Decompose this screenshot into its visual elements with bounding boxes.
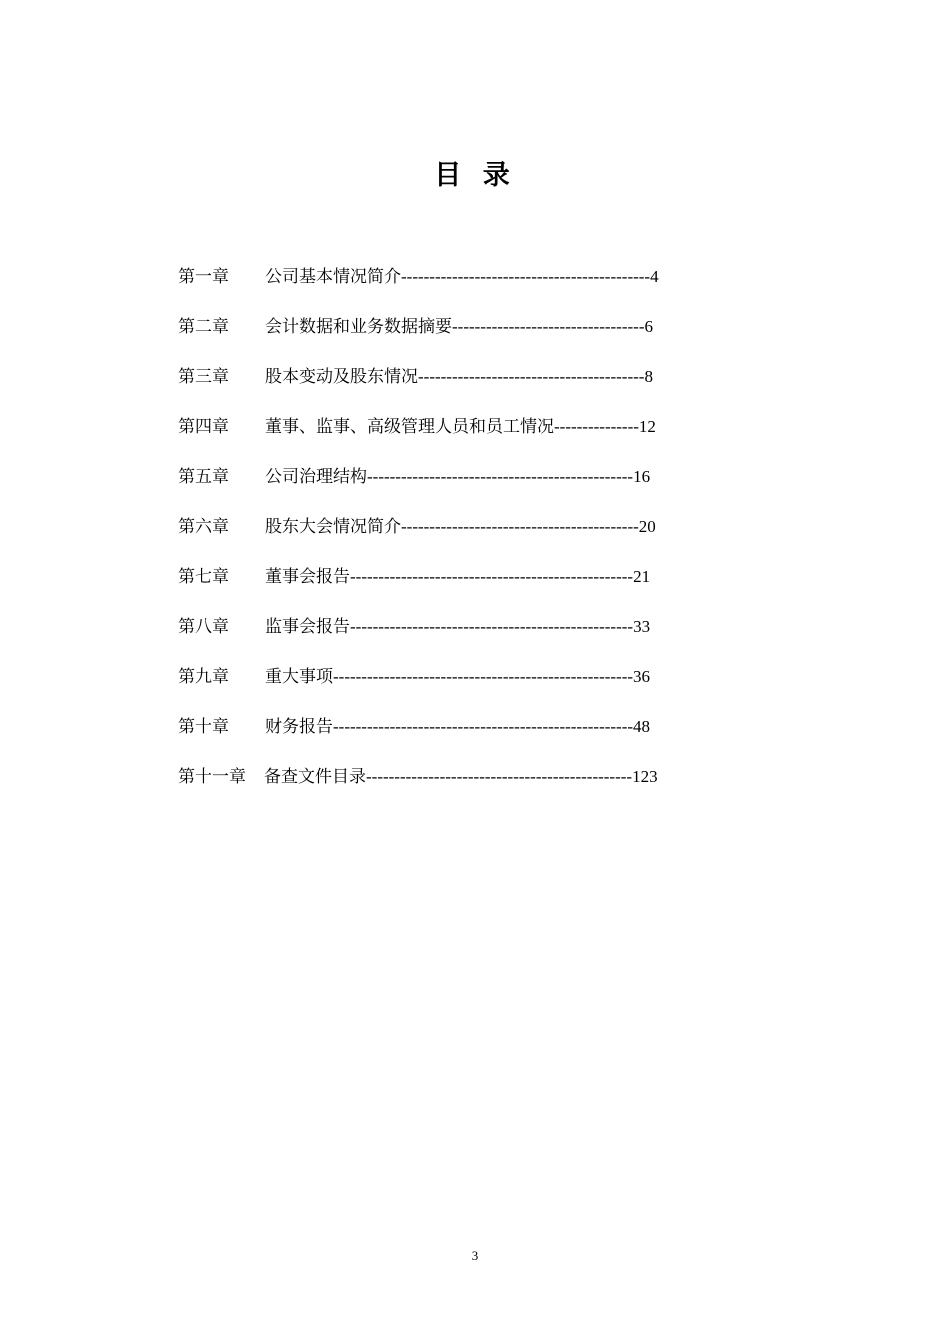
chapter-title: 会计数据和业务数据摘要 (265, 317, 452, 337)
chapter-page: 6 (644, 317, 653, 336)
chapter-page: 8 (644, 367, 653, 386)
dot-leader: ----------------------------------------------------- (333, 667, 634, 686)
dot-leader: ----------------------------------------------- (366, 767, 633, 786)
chapter-page: 33 (633, 617, 651, 636)
toc-entry[interactable] (178, 312, 738, 362)
dot-leader: -------------------------------------------- (401, 267, 651, 286)
dot-leader: -------------------------------------------------- (350, 567, 634, 586)
chapter-title: 股东大会情况简介 (265, 517, 401, 537)
toc-entry[interactable] (178, 262, 738, 312)
dot-leader: -------------------------------------------------- (350, 617, 634, 636)
page-number: 3 (471, 1248, 479, 1263)
chapter-title: 备查文件目录 (264, 767, 366, 787)
toc-entry[interactable] (178, 412, 738, 462)
toc-entry[interactable] (178, 612, 738, 662)
dot-leader: --------------- (554, 417, 639, 436)
toc-entry[interactable] (178, 762, 738, 812)
chapter-title: 股本变动及股东情况 (265, 367, 418, 387)
dot-leader: ---------------------------------------- (418, 367, 645, 386)
toc-entry[interactable] (178, 462, 738, 512)
page-title: 目 录 (434, 160, 516, 191)
chapter-title: 公司基本情况简介 (265, 267, 401, 287)
chapter-number: 第五章 (178, 467, 229, 487)
dot-leader: ----------------------------------------------------- (333, 717, 634, 736)
toc-entry[interactable] (178, 662, 738, 712)
chapter-page: 48 (633, 717, 651, 736)
dot-leader: ---------------------------------- (452, 317, 645, 336)
chapter-number: 第十一章 (178, 767, 246, 787)
chapter-number: 第七章 (178, 567, 229, 587)
table-of-contents (178, 262, 738, 812)
chapter-title: 财务报告 (265, 717, 333, 737)
dot-leader: ----------------------------------------------- (367, 467, 634, 486)
chapter-number: 第四章 (178, 417, 229, 437)
chapter-number: 第一章 (178, 267, 229, 287)
chapter-number: 第八章 (178, 617, 229, 637)
chapter-title: 董事、监事、高级管理人员和员工情况 (265, 417, 554, 437)
chapter-page: 4 (650, 267, 659, 286)
toc-entry[interactable] (178, 362, 738, 412)
chapter-number: 第十章 (178, 717, 229, 737)
toc-entry[interactable] (178, 512, 738, 562)
chapter-page: 16 (633, 467, 651, 486)
chapter-number: 第九章 (178, 667, 229, 687)
toc-entry[interactable] (178, 562, 738, 612)
toc-entry[interactable] (178, 712, 738, 762)
chapter-page: 123 (632, 767, 658, 786)
chapter-title: 监事会报告 (265, 617, 350, 637)
chapter-page: 12 (638, 417, 656, 436)
chapter-number: 第三章 (178, 367, 229, 387)
chapter-title: 公司治理结构 (265, 467, 367, 487)
chapter-number: 第二章 (178, 317, 229, 337)
dot-leader: ------------------------------------------ (401, 517, 639, 536)
chapter-page: 20 (638, 517, 656, 536)
chapter-number: 第六章 (178, 517, 229, 537)
chapter-page: 21 (633, 567, 651, 586)
chapter-title: 重大事项 (265, 667, 333, 687)
chapter-title: 董事会报告 (265, 567, 350, 587)
chapter-page: 36 (633, 667, 651, 686)
